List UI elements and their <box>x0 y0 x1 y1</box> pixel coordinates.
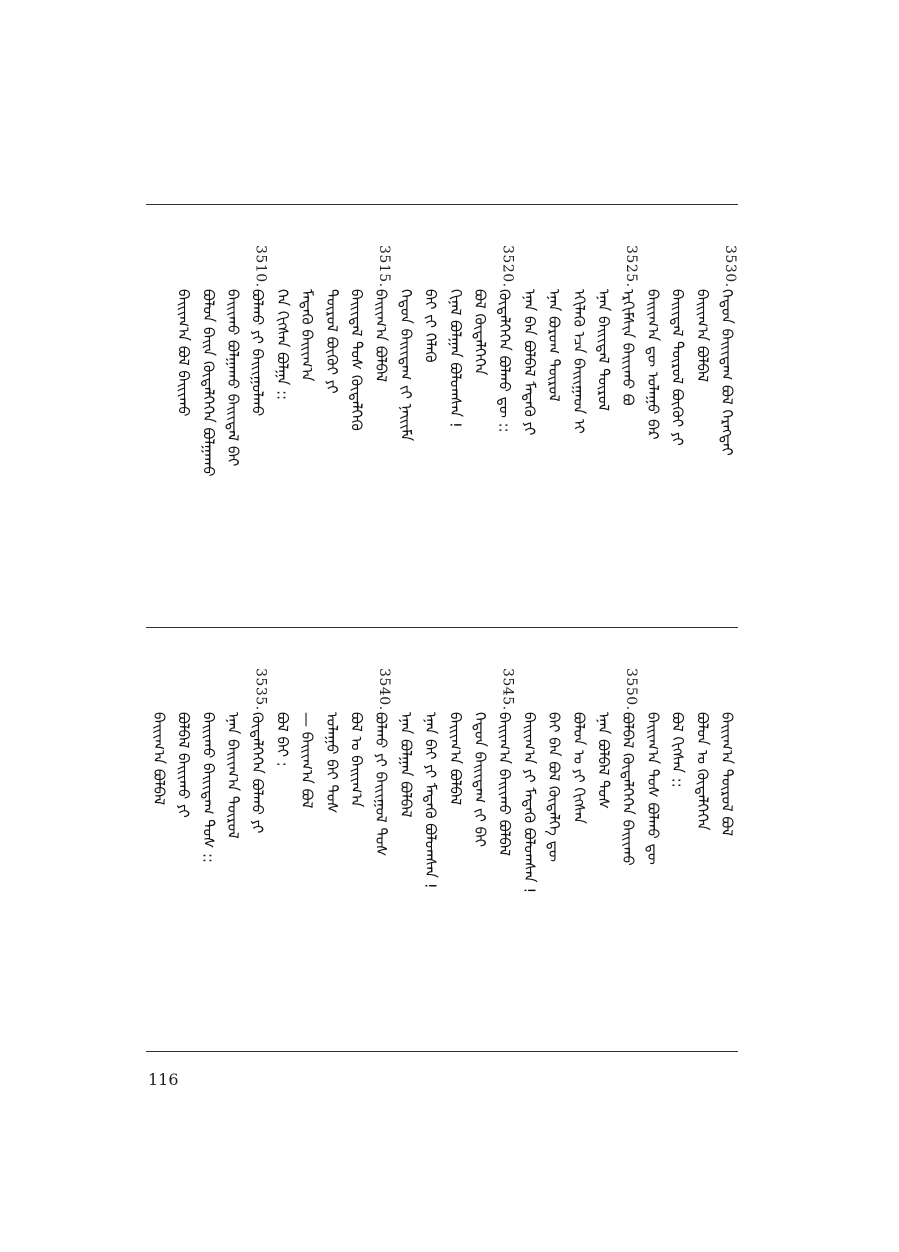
verse-text: ᠮᠡᠳᠡᠬᠦ ᠪᠠᠢᠢᠭ᠎ᠠ <box>298 289 317 382</box>
verse-text: ᠬᠡᠳᠦᠨ ᠪᠠᠢᠢᠳᠠᠭ ᠵᠢ ᠨᠠᠢᠢᠮᠠ <box>396 289 415 442</box>
verse-text: ᠪᠠᠢᠢᠭ᠎ᠠ ᠪᠣᠯ ᠪᠠᠢᠢᠬᠤ <box>174 289 193 417</box>
verse-text: ᠪᠠᠢᠢᠭ᠎ᠠ ᠪᠣᠯᠪᠠᠯ <box>693 289 712 383</box>
verse-text: ᠣᠯᠠᠭᠤ ᠪᠠᠢ ᠲᠣᠰ <box>322 712 341 814</box>
verse-text: ᠪᠣᠯ ᠬᠥᠳᠡᠯᠭᠡᠭᠡᠨ <box>471 289 489 376</box>
verse-text: — ᠪᠠᠢᠢᠭ᠎ᠠ ᠪᠣᠯ <box>298 712 317 809</box>
verse-text: ᠬᠢᠨᠠᠯ ᠪᠣᠯᠭᠠᠨ ᠪᠣᠯᠤᠭᠰᠠᠨ ! <box>446 289 465 428</box>
verse-text: ᠪᠠᠢᠢᠭ᠎ᠠ ᠳᠦ ᠣᠯᠠᠭᠤ ᠪᠡᠷ <box>643 289 662 440</box>
line-number: 3515. <box>376 245 393 288</box>
verse-text: ᠡᠨᠡᠨ ᠪᠠᠢᠢᠭ᠎ᠠ ᠲᠥᠷᠥᠯ <box>224 712 242 839</box>
verse-text: ᠡᠬᠢᠯᠡᠬᠦ ᠡᠴᠡ ᠪᠠᠢᠢᠭᠠᠳ ᠢ <box>569 289 588 434</box>
verse-text: ᠪᠣᠯᠪᠠᠯ ᠬᠥᠳᠡᠯᠭᠡᠭᠡᠨ ᠪᠠᠢᠢᠬᠤ <box>619 712 638 866</box>
verse-text: ᠪᠣᠯᠤᠨ ᠤ ᠶᠢ ᠬᠢᠭᠰᠡᠨ <box>569 712 588 824</box>
line-number: 3535. <box>252 668 269 711</box>
page-number: 116 <box>148 1070 179 1089</box>
verse-text: ᠪᠣᠯ ᠬᠢᠭᠰᠡᠨ :: <box>668 712 687 788</box>
line-number: 3545. <box>499 668 516 711</box>
verse-text: ᠪᠠᠢᠢᠳᠠᠯ ᠲᠥᠷᠥᠯ ᠪᠥᠬᠦᠢ ᠶᠢ <box>668 289 687 446</box>
verse-text: ᠪᠠᠢᠢᠭ᠎ᠠ ᠪᠣᠯᠪᠠᠯ <box>149 712 168 806</box>
line-number: 3520. <box>499 245 516 288</box>
verse-text: ᠪᠠᠢ ᠵᠢ ᠬᠡᠯᠡᠬᠦ <box>421 289 440 363</box>
verse-text: ᠡᠨᠡᠨ ᠪᠠᠢ ᠶᠢ ᠮᠡᠳᠡᠬᠦ ᠪᠣᠯᠤᠭᠰᠠᠨ ! <box>421 712 440 889</box>
line-number: 3530. <box>722 245 738 288</box>
verse-text: ᠪᠣᠯᠤᠨ ᠤ ᠬᠥᠳᠡᠯᠭᠡᠭᠡᠨ <box>693 712 712 831</box>
verse-text: ᠪᠠᠢᠢᠬᠤ ᠪᠠᠢᠢᠳᠠᠭ ᠲᠣᠰ :: <box>199 712 218 864</box>
line-number: 3550. <box>623 668 640 711</box>
verse-text: ᠬᠡᠳᠦᠨ ᠪᠠᠢᠢᠳᠠᠭ ᠪᠣᠯ ᠬᠡᠷᠡᠭᠲᠡᠢ <box>718 289 736 456</box>
line-number: 3540. <box>376 668 393 711</box>
verse-text: ᠡᠷᠬᠢᠮᠰᠢᠨ ᠪᠠᠢᠢᠬᠤ ᠪᠤ <box>619 289 638 406</box>
verse-text: ᠬᠡᠳᠦᠨ ᠪᠠᠢᠢᠳᠠᠭ ᠵᠢ ᠪᠠᠢ <box>471 712 489 848</box>
verse-text: ᠪᠣᠯᠪᠠᠯ ᠪᠠᠢᠢᠬᠤ ᠶᠢ <box>174 712 193 818</box>
verse-text: ᠪᠣᠯᠬᠤ ᠶᠢ ᠪᠠᠢᠢᠭᠤᠯᠬᠤ <box>248 289 267 417</box>
verse-text: ᠪᠠᠢᠢᠭ᠎ᠠ ᠲᠣᠰ ᠪᠣᠯᠬᠤ ᠳᠦ <box>643 712 662 865</box>
verse-text: ᠪᠣᠯᠤᠨ ᠪᠠᠢᠨ ᠬᠥᠳᠡᠯᠭᠡᠭᠡᠨ ᠪᠣᠯᠭᠠᠬᠤ <box>199 289 218 477</box>
verse-text: ᠲᠥᠷᠥᠯ ᠪᠥᠬᠦᠢ ᠶᠢ <box>322 289 341 394</box>
verse-text: ᠬᠥᠳᠡᠯᠭᠡᠭᠡᠨ ᠪᠣᠯᠬᠤ ᠶᠢ <box>248 712 267 834</box>
top-rule <box>146 204 738 205</box>
verse-text: ᠡᠨᠡᠨ ᠪᠠᠢᠢᠳᠠᠯ ᠲᠥᠷᠥᠯ <box>594 289 613 412</box>
verse-text: ᠪᠠᠢᠢᠭ᠎ᠠ ᠪᠣᠯᠪᠠᠯ <box>372 289 391 383</box>
verse-text: ᠬᠥᠳᠡᠯᠭᠡᠭᠡᠨ ᠪᠣᠯᠬᠤ ᠳᠦ :: <box>495 289 514 433</box>
verse-text: ᠪᠣᠯ ᠪᠠᠢ : <box>273 712 292 767</box>
line-number: 3510. <box>252 245 269 288</box>
verse-text: ᠪᠠᠢᠢᠭ᠎ᠠ ᠶᠢ ᠮᠡᠳᠡᠬᠦ ᠪᠣᠯᠤᠭᠰᠠᠨ ! <box>520 712 539 894</box>
verse-text: ᠪᠣᠯᠬᠤ ᠶᠢ ᠪᠠᠢᠢᠭᠤᠯ ᠲᠣᠰ <box>372 712 391 857</box>
verse-text: ᠪᠠᠢᠢᠳᠠᠯ ᠲᠣᠰ ᠬᠥᠳᠡᠯᠭᠡᠬᠦ <box>347 289 366 431</box>
verse-text: ᠪᠠᠢᠢᠭ᠎ᠠ ᠪᠠᠢᠢᠬᠤ ᠪᠣᠯᠪᠠᠯ <box>495 712 514 857</box>
bottom-rule <box>146 1051 738 1052</box>
middle-rule <box>146 627 738 628</box>
verse-text: ᠪᠠᠢᠢᠭ᠎ᠠ ᠪᠣᠯᠪᠠᠯ <box>446 712 465 806</box>
verse-text: ᠪᠠᠢ ᠪᠠᠨ ᠪᠣᠯ ᠬᠥᠳᠡᠯᠭᠡ ᠳᠦ <box>545 712 564 862</box>
verse-text: ᠪᠠᠢᠢᠭ᠎ᠠ ᠲᠥᠷᠥᠯ ᠪᠣᠯ <box>718 712 736 837</box>
verse-block-lower <box>0 668 899 998</box>
verse-text: ᠪᠣᠯ ᠤ ᠪᠠᠢᠢᠭ᠎ᠠ <box>347 712 366 808</box>
verse-text: ᠡᠨᠡᠨ ᠪᠣᠯᠪᠠᠯ ᠲᠣᠰ <box>594 712 613 810</box>
verse-text: ᠬᠡᠨ ᠬᠢᠭᠰᠡᠨ ᠪᠣᠯᠭᠠ :: <box>273 289 292 401</box>
verse-text: ᠡᠨᠡᠨ ᠪᠣᠷᠣᠭ ᠲᠥᠷᠥᠯ <box>545 289 564 402</box>
verse-text: ᠡᠨᠡᠨ ᠪᠠᠨ ᠪᠣᠯᠪᠠᠯ ᠮᠡᠳᠡᠬᠦ ᠶᠢ <box>520 289 539 436</box>
line-number: 3525. <box>623 245 640 288</box>
verse-block-upper <box>0 245 899 575</box>
verse-text: ᠪᠠᠢᠢᠬᠤ ᠪᠣᠯᠭᠠᠬᠤ ᠪᠠᠢᠢᠳᠠᠯ ᠪᠠᠢ <box>224 289 242 467</box>
verse-text: ᠡᠨᠡᠨ ᠪᠣᠯᠭᠠᠨ ᠪᠣᠯᠪᠠᠯ <box>396 712 415 818</box>
